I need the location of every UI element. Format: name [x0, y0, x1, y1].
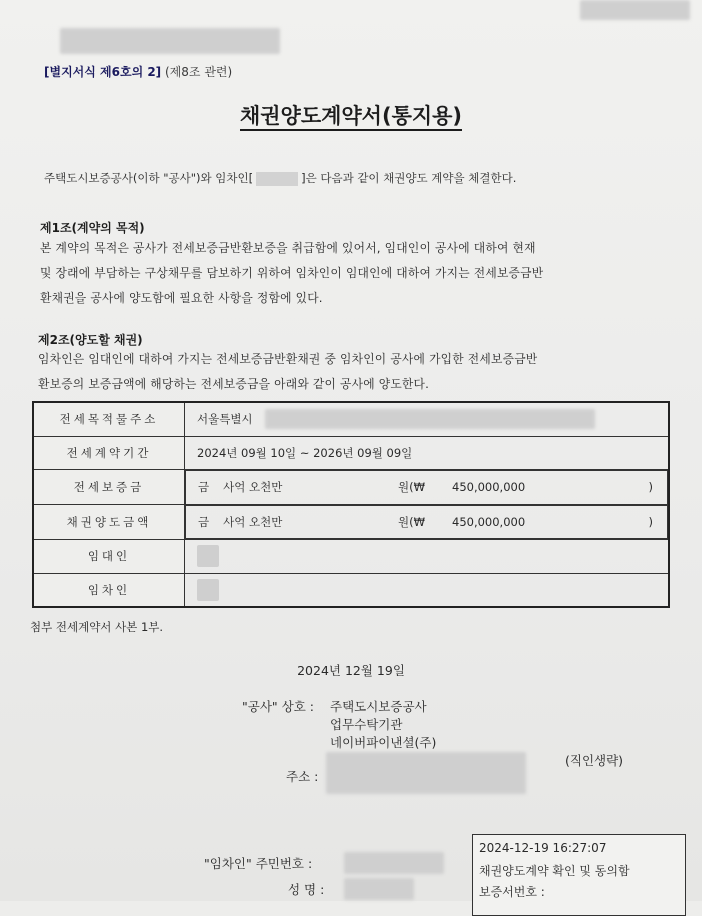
company-label: "공사" 상호 :	[242, 699, 314, 714]
article1-line: 및 장래에 부담하는 구상채무를 담보하기 위하여 임차인이 임대인에 대하여 가지는 전세보증금반	[40, 266, 544, 280]
tenant-name-label: 성 명 :	[288, 882, 325, 897]
stamp-cert-label: 보증서번호 :	[479, 885, 545, 899]
form-number-line	[44, 63, 232, 80]
document-title-text: 채권양도계약서(통지용)	[240, 104, 462, 131]
amount-korean: 사억 오천만	[223, 514, 283, 529]
redacted-corner-block	[580, 0, 690, 20]
row-label: 전세계약기간	[33, 436, 185, 470]
table-row	[33, 436, 669, 470]
row-value	[185, 402, 670, 436]
redacted-company-address	[326, 752, 526, 794]
amount-number: 450,000,000	[452, 480, 526, 495]
article2-heading: 제2조(양도할 채권)	[38, 333, 143, 347]
row-value	[185, 540, 670, 574]
tenant-id-label: "임차인" 주민번호 :	[204, 856, 313, 871]
article1-line: 본 계약의 목적은 공사가 전세보증금반환보증을 취급함에 있어서, 임대인이 공사에 대하여 현재	[40, 241, 536, 255]
close-paren: )	[648, 480, 653, 495]
intro-before: 주택도시보증공사(이하 "공사")와 임차인[	[44, 171, 254, 185]
agency-name: 네이버파이낸셜(주)	[330, 735, 437, 750]
won-label: 원(₩	[398, 480, 425, 495]
table-row	[33, 470, 669, 505]
article1-body	[40, 236, 666, 311]
row-label: 전세목적물주소	[33, 402, 185, 436]
company-name: 주택도시보증공사	[330, 699, 427, 714]
row-value	[185, 470, 668, 505]
redacted-header-block	[60, 28, 280, 54]
redacted-address	[265, 409, 595, 429]
row-value	[185, 505, 668, 540]
article1-heading: 제1조(계약의 목적)	[40, 221, 145, 235]
stamp-consent: 채권양도계약 확인 및 동의함	[479, 864, 630, 878]
transfer-table	[32, 401, 670, 608]
amount-number: 450,000,000	[452, 514, 526, 529]
redacted-landlord	[197, 545, 219, 567]
address-value: 서울특별시	[197, 412, 253, 427]
document-title	[0, 100, 702, 130]
agency-label: 업무수탁기관	[330, 717, 403, 732]
contract-date: 2024년 12월 19일	[297, 663, 405, 678]
stamp-timestamp: 2024-12-19 16:27:07	[479, 841, 607, 855]
article1-line: 환채권을 공사에 양도함에 필요한 사항을 정함에 있다.	[40, 291, 323, 305]
seal-note: (직인생략)	[565, 753, 624, 768]
amount-prefix: 금	[198, 480, 210, 495]
intro-after: ]은 다음과 같이 채권양도 계약을 체결한다.	[301, 171, 517, 185]
intro-line	[44, 170, 516, 186]
attachment-note: 첨부 전세계약서 사본 1부.	[30, 620, 164, 634]
address-label: 주소 :	[286, 769, 319, 784]
redacted-tenant	[197, 579, 219, 601]
form-related: (제8조 관련)	[165, 65, 233, 79]
row-label: 전세보증금	[33, 470, 185, 505]
table-row	[33, 540, 669, 574]
redacted-tenant-name-sig	[344, 878, 414, 900]
amount-prefix: 금	[198, 514, 210, 529]
amount-korean: 사억 오천만	[223, 480, 283, 495]
form-number: [별지서식 제6호의 2]	[44, 65, 162, 79]
table-row	[33, 573, 669, 607]
won-label: 원(₩	[398, 514, 425, 529]
consent-stamp-box	[472, 834, 686, 916]
close-paren: )	[648, 514, 653, 529]
table-row	[33, 402, 669, 436]
redacted-tenant-name	[256, 172, 298, 186]
article2-line: 환보증의 보증금액에 해당하는 전세보증금을 아래와 같이 공사에 양도한다.	[38, 377, 430, 391]
row-label: 임대인	[33, 540, 185, 574]
table-row	[33, 505, 669, 540]
row-value	[185, 573, 670, 607]
article2-body	[38, 347, 664, 397]
redacted-tenant-id	[344, 852, 444, 874]
row-label: 임차인	[33, 573, 185, 607]
row-value: 2024년 09월 10일 ~ 2026년 09월 09일	[185, 436, 670, 470]
row-label: 채권양도금액	[33, 505, 185, 540]
article2-line: 임차인은 임대인에 대하여 가지는 전세보증금반환채권 중 임차인이 공사에 가입한 전세보증금반	[38, 352, 538, 366]
